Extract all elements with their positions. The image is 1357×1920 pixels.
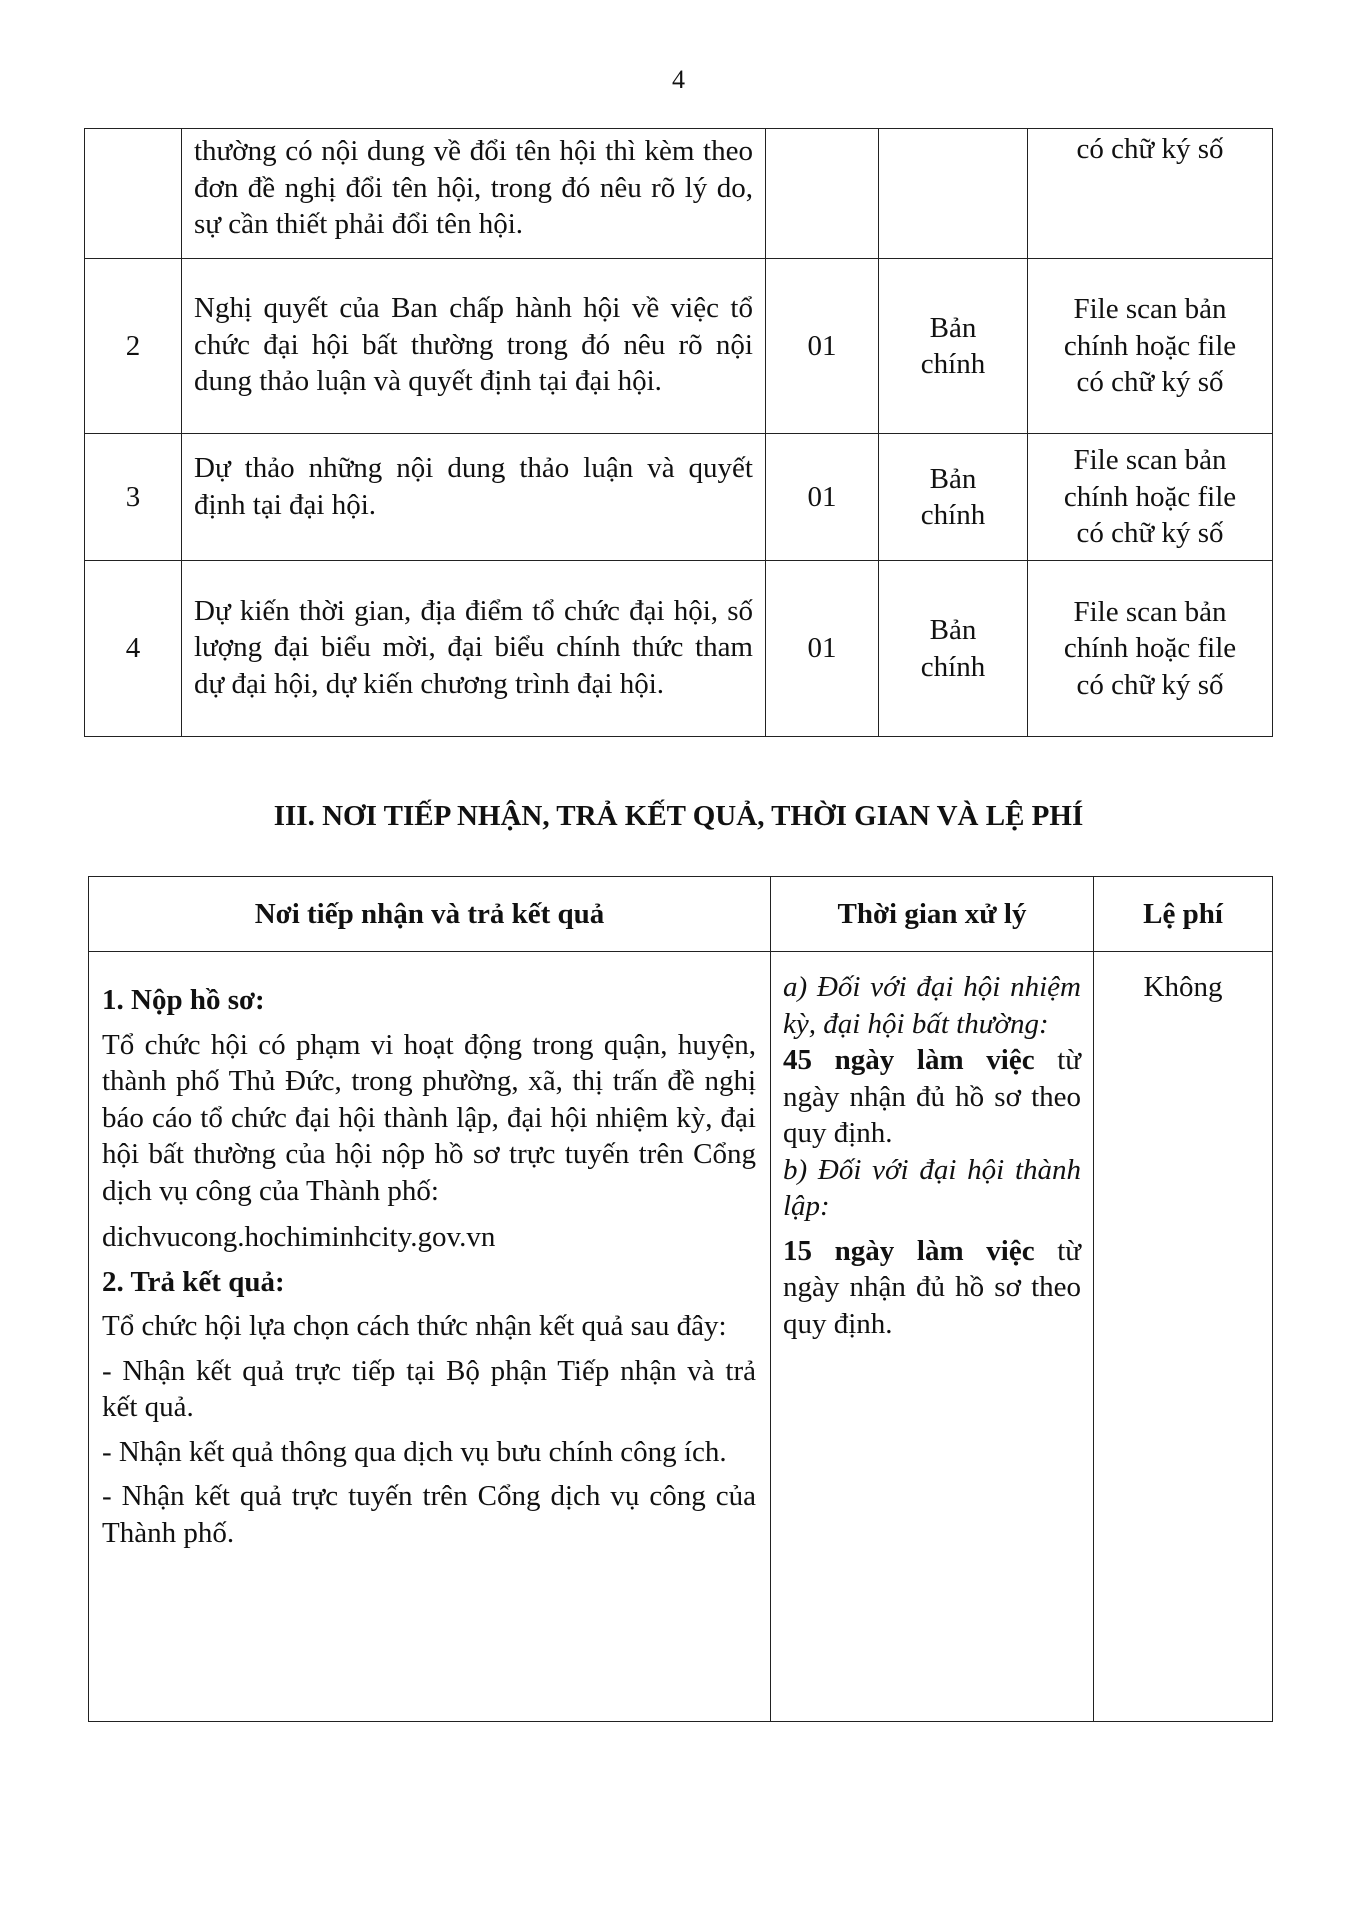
row-number: 3: [85, 434, 182, 561]
copy-type-line: Bản: [929, 614, 977, 646]
row-copy-type: [879, 259, 1028, 434]
form-line: có chữ ký số: [1076, 517, 1224, 550]
form-line: chính hoặc file: [1063, 632, 1237, 665]
result-option: - Nhận kết quả thông qua dịch vụ bưu chính công ích.: [102, 1435, 727, 1468]
copy-type-line: Bản: [929, 462, 977, 495]
website-text: dichvucong.hochiminhcity.gov.vn: [102, 1221, 496, 1253]
fee-cell: Không: [1094, 952, 1273, 1722]
form-line: File scan bản: [1073, 444, 1227, 477]
row-number: 4: [85, 561, 182, 737]
row-form: [1028, 259, 1273, 434]
case-a-duration: 45 ngày làm việc: [783, 1044, 1035, 1076]
row-form: [1028, 434, 1273, 561]
copy-type-line: chính: [920, 650, 986, 683]
row-copy-type: [879, 434, 1028, 561]
form-line: chính hoặc file: [1063, 480, 1237, 513]
row-content: Nghị quyết của Ban chấp hành hội về việc tổ chức đại hội bất thường trong đó nêu rõ nội dung thảo luận và quyết định tại đại hội.: [182, 259, 766, 434]
place-cell: [89, 952, 771, 1722]
table-row: [85, 561, 1273, 737]
case-b-duration: 15 ngày làm việc: [783, 1234, 1035, 1267]
result-option: - Nhận kết quả trực tuyến trên Cổng dịch vụ công của Thành phố.: [102, 1480, 756, 1549]
info-table: [88, 876, 1273, 1722]
time-cell: [771, 952, 1094, 1722]
row-number: [85, 129, 182, 259]
row-copy-type: [879, 129, 1028, 259]
header-row: [89, 877, 1273, 952]
header-fee: Lệ phí: [1094, 877, 1273, 952]
form-line: có chữ ký số: [1076, 668, 1224, 701]
result-option: - Nhận kết quả trực tiếp tại Bộ phận Tiếp nhận và trả kết quả.: [102, 1354, 756, 1423]
submit-text: Tổ chức hội có phạm vi hoạt động trong quận, huyện, thành phố Thủ Đức, trong phường, xã, thị trấn đề nghị báo cáo tổ chức đại hội thành lập, đại hội nhiệm kỳ, đại hội bất thường của hội nộp hồ sơ trực tuyến trên Cổng dịch vụ công của Thành phố:: [102, 1028, 756, 1207]
header-place: Nơi tiếp nhận và trả kết quả: [89, 877, 771, 952]
header-time: Thời gian xử lý: [771, 877, 1094, 952]
row-quantity: [766, 129, 879, 259]
body-row: [89, 952, 1273, 1722]
copy-type-line: Bản: [929, 311, 977, 344]
form-line: có chữ ký số: [1076, 366, 1224, 399]
section-heading: III. NƠI TIẾP NHẬN, TRẢ KẾT QUẢ, THỜI GIAN VÀ LỆ PHÍ: [273, 800, 1084, 832]
row-number: 2: [85, 259, 182, 434]
row-quantity: 01: [766, 259, 879, 434]
row-quantity: 01: [766, 434, 879, 561]
submit-heading: 1. Nộp hồ sơ:: [102, 984, 265, 1016]
page-number: 4: [672, 65, 685, 94]
case-b-detail: 15 ngày làm việc từ ngày nhận đủ hồ sơ theo quy định.: [783, 1234, 1081, 1340]
form-line: có chữ ký số: [1076, 133, 1224, 165]
case-a-label: a) Đối với đại hội nhiệm kỳ, đại hội bất thường:: [783, 971, 1081, 1040]
table-row: [85, 129, 1273, 259]
row-content: Dự thảo những nội dung thảo luận và quyết định tại đại hội.: [182, 434, 766, 561]
case-b-label: b) Đối với đại hội thành lập:: [783, 1153, 1081, 1222]
row-form: [1028, 561, 1273, 737]
form-line: File scan bản: [1073, 293, 1227, 326]
copy-type-line: chính: [920, 348, 986, 380]
table-row: [85, 259, 1273, 434]
row-content: thường có nội dung về đổi tên hội thì kèm theo đơn đề nghị đổi tên hội, trong đó nêu rõ lý do, sự cần thiết phải đổi tên hội.: [182, 129, 766, 259]
copy-type-line: chính: [920, 499, 986, 531]
table-row: [85, 434, 1273, 561]
row-copy-type: [879, 561, 1028, 737]
row-form: [1028, 129, 1273, 259]
result-intro: Tổ chức hội lựa chọn cách thức nhận kết quả sau đây:: [102, 1310, 727, 1342]
case-a-detail: 45 ngày làm việc từ ngày nhận đủ hồ sơ theo quy định.: [783, 1044, 1081, 1149]
row-content: Dự kiến thời gian, địa điểm tổ chức đại hội, số lượng đại biểu mời, đại biểu chính thức tham dự đại hội, dự kiến chương trình đại hội.: [182, 561, 766, 737]
form-line: chính hoặc file: [1063, 329, 1237, 362]
form-line: File scan bản: [1073, 595, 1227, 628]
row-quantity: 01: [766, 561, 879, 737]
documents-table: [84, 128, 1273, 737]
result-heading: 2. Trả kết quả:: [102, 1265, 285, 1298]
